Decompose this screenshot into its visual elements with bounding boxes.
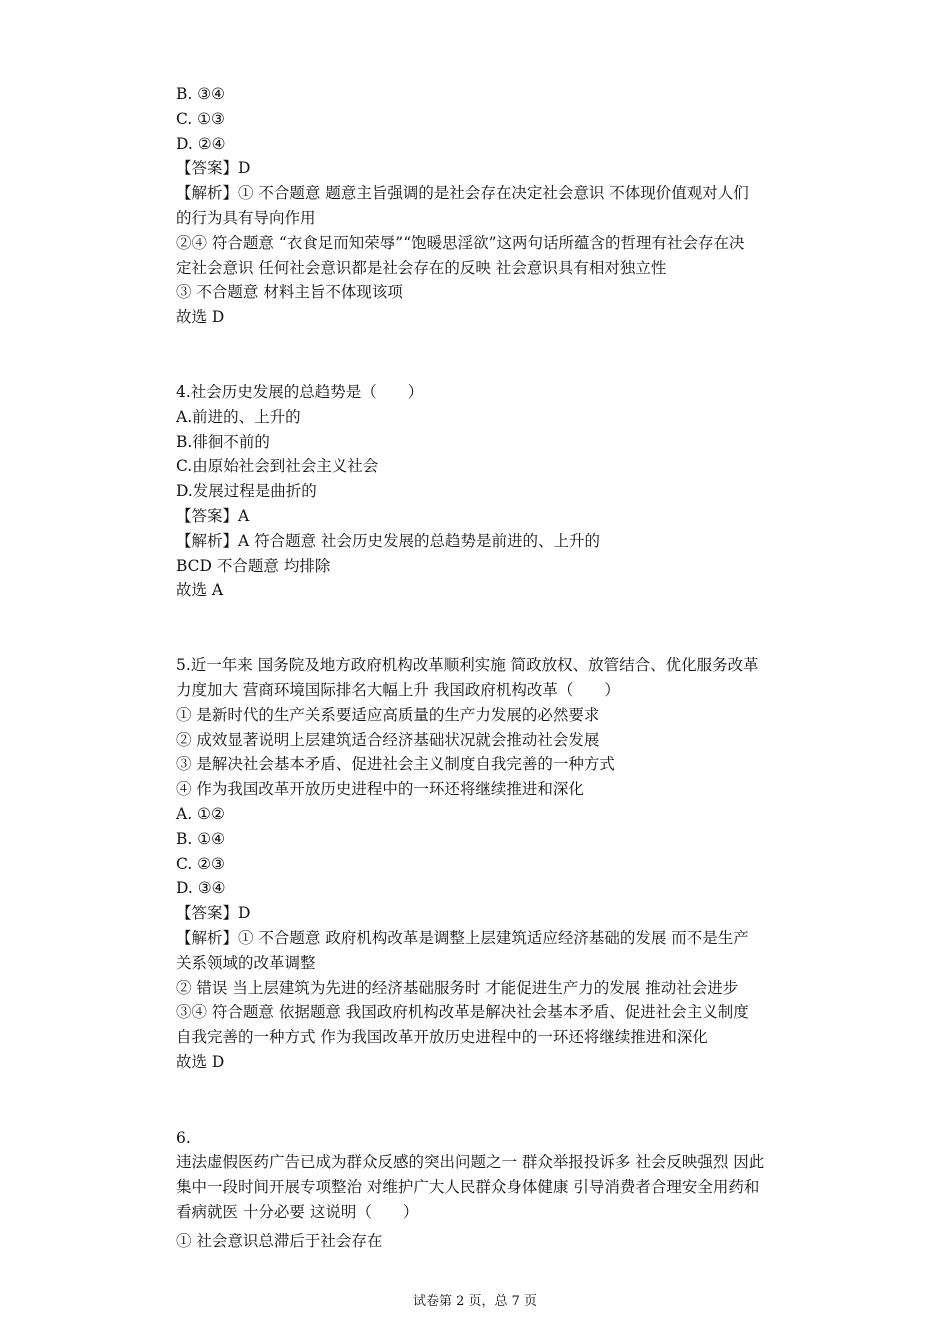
analysis-line: ③④ 符合题意 依据题意 我国政府机构改革是解决社会基本矛盾、促进社会主义制度 xyxy=(176,1003,749,1022)
analysis-line: 故选 D xyxy=(176,308,225,327)
question-5 xyxy=(176,653,816,1075)
statement: ① 社会意识总滞后于社会存在 xyxy=(176,1231,383,1250)
analysis-line: 自我完善的一种方式 作为我国改革开放历史进程中的一环还将继续推进和深化 xyxy=(176,1028,708,1047)
answer-line: 【答案】D xyxy=(176,904,251,923)
option-c: C. ②③ xyxy=(176,854,225,873)
question-6 xyxy=(176,1126,816,1254)
option-a: A. ①② xyxy=(176,804,225,823)
analysis-line: ② 错误 当上层建筑为先进的经济基础服务时 才能促进生产力的发展 推动社会进步 xyxy=(176,978,739,997)
option-b: B. ③④ xyxy=(176,85,226,103)
question-stem: 5.近一年来 国务院及地方政府机构改革顺利实施 简政放权、放管结合、优化服务改革 xyxy=(176,656,759,675)
option-d: D.发展过程是曲折的 xyxy=(176,482,317,501)
analysis-line: 【解析】A 符合题意 社会历史发展的总趋势是前进的、上升的 xyxy=(176,531,601,550)
option-d: D. ②④ xyxy=(176,134,226,153)
option-b: B. ①④ xyxy=(176,829,226,848)
question-stem: 违法虚假医药广告已成为群众反感的突出问题之一 群众举报投诉多 社会反映强烈 因此 xyxy=(176,1153,765,1172)
question-number: 6. xyxy=(176,1128,191,1147)
analysis-line: ③ 不合题意 材料主旨不体现该项 xyxy=(176,283,403,302)
option-d: D. ③④ xyxy=(176,879,226,898)
analysis-line: 【解析】① 不合题意 政府机构改革是调整上层建筑适应经济基础的发展 而不是生产 xyxy=(176,928,749,947)
statement: ④ 作为我国改革开放历史进程中的一环还将继续推进和深化 xyxy=(176,780,584,799)
analysis-line: 故选 A xyxy=(176,581,224,600)
statement: ② 成效显著说明上层建筑适合经济基础状况就会推动社会发展 xyxy=(176,730,600,749)
analysis-line: 【解析】① 不合题意 题意主旨强调的是社会存在决定社会意识 不体现价值观对人们 xyxy=(176,184,749,203)
question-3-tail xyxy=(176,82,816,330)
analysis-line: 的行为具有导向作用 xyxy=(176,208,316,227)
analysis-line: 故选 D xyxy=(176,1052,225,1071)
question-stem: 集中一段时间开展专项整治 对维护广大人民群众身体健康 引导消费者合理安全用药和 xyxy=(176,1178,760,1197)
option-c: C. ①③ xyxy=(176,109,225,128)
page-content xyxy=(176,82,816,1254)
statement: ① 是新时代的生产关系要适应高质量的生产力发展的必然要求 xyxy=(176,705,600,724)
option-a: A.前进的、上升的 xyxy=(176,407,301,426)
analysis-line: 关系领域的改革调整 xyxy=(176,953,316,972)
question-stem: 看病就医 十分必要 这说明（ ） xyxy=(176,1203,419,1222)
analysis-line: 定社会意识 任何社会意识都是社会存在的反映 社会意识具有相对独立性 xyxy=(176,258,667,277)
answer-line: 【答案】A xyxy=(176,506,250,525)
question-stem: 4.社会历史发展的总趋势是（ ） xyxy=(176,382,424,401)
statement: ③ 是解决社会基本矛盾、促进社会主义制度自我完善的一种方式 xyxy=(176,755,615,774)
question-4 xyxy=(176,380,816,603)
answer-line: 【答案】D xyxy=(176,159,251,178)
analysis-line: BCD 不合题意 均排除 xyxy=(176,556,331,575)
question-stem: 力度加大 营商环境国际排名大幅上升 我国政府机构改革（ ） xyxy=(176,680,620,699)
page-footer: 试卷第 2 页，总 7 页 xyxy=(412,1294,538,1309)
option-b: B.徘徊不前的 xyxy=(176,432,270,451)
option-c: C.由原始社会到社会主义社会 xyxy=(176,457,379,476)
analysis-line: ②④ 符合题意 “衣食足而知荣辱”“饱暖思淫欲”这两句话所蕴含的哲理有社会存在决 xyxy=(176,233,745,252)
